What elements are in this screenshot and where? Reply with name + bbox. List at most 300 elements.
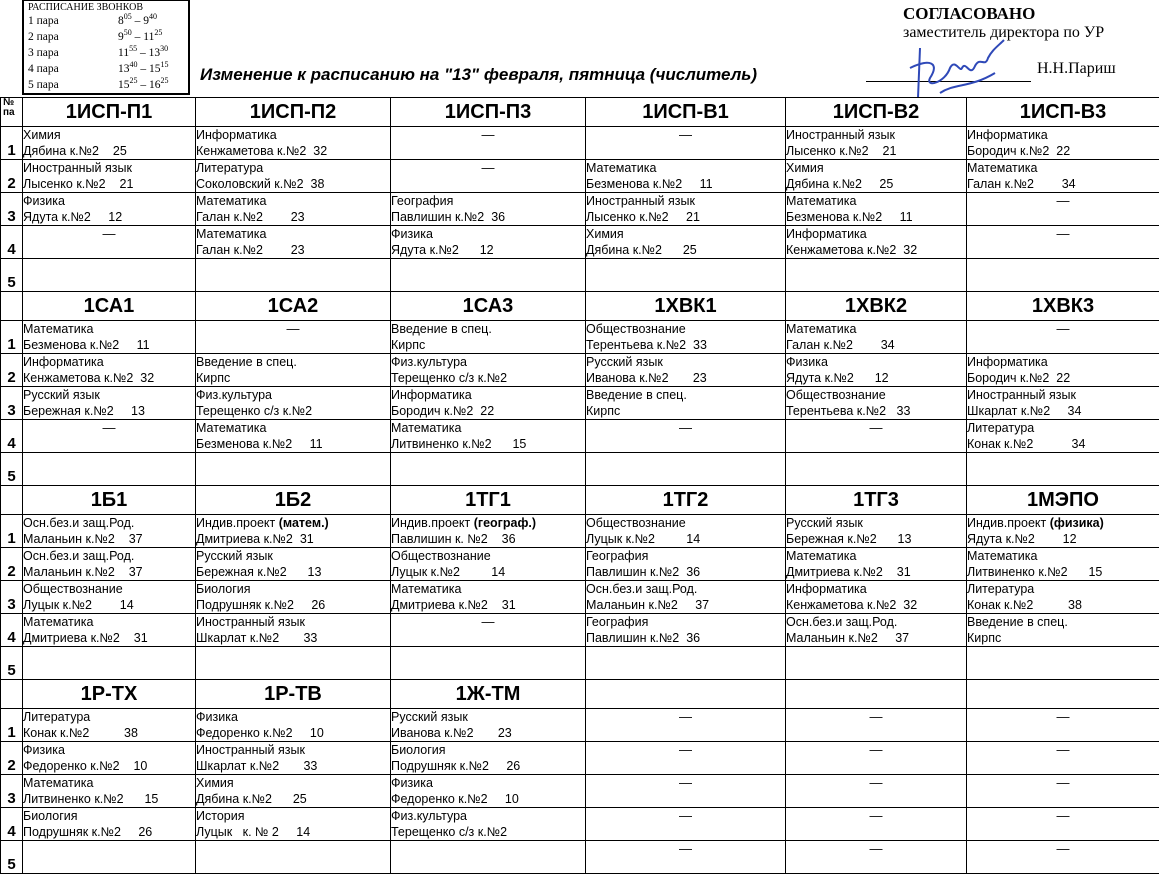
teacher-room: Подрушняк к.№2 26 [23,825,153,839]
subject-text: Обществознание [23,582,123,596]
subject-qualifier: (матем.) [278,516,329,530]
teacher-room: Маланьин к.№2 37 [586,598,710,612]
period-number: 1 [1,127,23,160]
subject [786,387,966,403]
subject [196,354,390,370]
bell-minutes: 25 [154,28,163,38]
bell-row [28,13,188,29]
lesson-cell [196,193,391,226]
teacher-room: Терещенко с/з к.№2 [196,404,313,418]
period-number: 3 [1,581,23,614]
teacher-room: Иванова к.№2 23 [586,371,707,385]
empty-cell [967,647,1159,680]
lesson-cell [23,614,196,647]
subject-text: Химия [586,227,624,241]
group-name [586,680,786,709]
subject-text: География [586,549,649,563]
group-name [786,680,967,709]
period-number: 5 [1,259,23,292]
lesson-cell [786,387,967,420]
lesson-cell [391,420,586,453]
group-name: 1МЭПО [967,486,1159,515]
subject-text: Физ.культура [391,809,467,823]
subject [967,614,1159,630]
subject-qualifier: (физика) [1049,516,1104,530]
lesson-cell [23,321,196,354]
lesson-cell [586,160,786,193]
subject-text: Иностранный язык [196,615,305,629]
subject [786,515,966,531]
subject-text: Осн.без.и защ.Род. [23,549,135,563]
lesson-cell [23,160,196,193]
lesson-cell [196,742,391,775]
period-number: 2 [1,548,23,581]
lesson-cell [391,387,586,420]
bell-minutes: 40 [149,12,157,22]
lesson-cell [23,515,196,548]
subject-text: Введение в спец. [967,615,1068,629]
lesson-row [1,709,1159,742]
group-name [967,680,1159,709]
subject-text: Информатика [967,355,1048,369]
teacher-room: Ядута к.№2 12 [23,210,123,224]
lesson-cell [391,548,586,581]
teacher-room: Подрушняк к.№2 26 [391,759,521,773]
subject-text: Физика [391,227,433,241]
subject-text: Русский язык [196,549,273,563]
no-lesson-dash: — [967,775,1159,808]
teacher-room: Галан к.№2 34 [786,338,895,352]
lesson-cell [786,127,967,160]
subject-text: Осн.без.и защ.Род. [786,615,898,629]
no-lesson-dash: — [586,709,786,742]
teacher-room: Бородич к.№2 22 [967,371,1071,385]
subject-text: Литература [196,161,264,175]
subject [967,160,1159,176]
bell-hour: 11 [143,31,155,43]
lesson-row [1,548,1159,581]
lesson-cell [786,321,967,354]
subject [967,581,1159,597]
teacher-room: Кирпс [586,404,621,418]
subject-text: Математика [23,776,94,790]
subject-text: Математика [196,421,267,435]
subject [23,614,195,630]
teacher-room: Луцык к. № 2 14 [196,825,311,839]
subject-text: Информатика [786,582,867,596]
lesson-cell [786,581,967,614]
teacher-room: Кенжаметова к.№2 32 [196,144,328,158]
subject-text: Математика [196,227,267,241]
no-lesson-dash: — [586,841,786,874]
empty-cell [967,259,1159,292]
group-header-row [1,486,1159,515]
subject-text: Обществознание [586,322,686,336]
empty-cell [196,841,391,874]
no-lesson-dash: — [786,742,967,775]
lesson-cell [23,387,196,420]
subject [196,614,390,630]
teacher-room: Соколовский к.№2 38 [196,177,325,191]
teacher-room: Терещенко с/з к.№2 [391,825,508,839]
no-lesson-dash: — [196,321,391,354]
lesson-cell [586,548,786,581]
subject [391,808,585,824]
subject-text: Русский язык [786,516,863,530]
subject [391,193,585,209]
teacher-room: Безменова к.№2 11 [786,210,913,224]
subject [23,354,195,370]
lesson-row [1,420,1159,453]
subject [391,226,585,242]
subject [23,808,195,824]
group-name: 1ИСП-П2 [196,98,391,127]
subject-text: Биология [23,809,78,823]
subject [586,515,785,531]
subject [391,709,585,725]
subject [23,775,195,791]
group-header-row [1,292,1159,321]
no-lesson-dash: — [967,709,1159,742]
lesson-row [1,775,1159,808]
period-number: 5 [1,841,23,874]
teacher-room: Галан к.№2 34 [967,177,1076,191]
subject-text: Химия [196,776,234,790]
subject [23,193,195,209]
subject-text: География [391,194,454,208]
subject [196,193,390,209]
empty-cell [786,453,967,486]
bell-row [28,45,188,61]
period-number: 5 [1,453,23,486]
lesson-cell [196,548,391,581]
bell-period-label: 2 пара [28,31,59,43]
bell-minutes: 15 [160,60,169,70]
lesson-cell [586,614,786,647]
lesson-cell [196,387,391,420]
empty-cell [196,259,391,292]
subject-text: Информатика [786,227,867,241]
lesson-cell [391,742,586,775]
teacher-room: Маланьин к.№2 37 [23,565,143,579]
teacher-room: Кенжаметова к.№2 32 [786,243,918,257]
lesson-row [1,808,1159,841]
no-lesson-dash: — [786,841,967,874]
teacher-room: Бородич к.№2 22 [967,144,1071,158]
period-number: 2 [1,354,23,387]
bell-minutes: 05 [123,12,132,22]
subject-text: Иностранный язык [967,388,1076,402]
subject-text: Информатика [967,128,1048,142]
lesson-row [1,226,1159,259]
subject [586,354,785,370]
subject-text: Осн.без.и защ.Род. [23,516,135,530]
group-name: 1Р-ТХ [23,680,196,709]
teacher-room: Безменова к.№2 11 [23,338,150,352]
teacher-room: Шкарлат к.№2 33 [196,631,318,645]
lesson-cell [391,515,586,548]
lesson-cell [967,614,1159,647]
empty-cell [967,453,1159,486]
subject [196,387,390,403]
subject [196,742,390,758]
group-name: 1ТГ2 [586,486,786,515]
empty-cell [391,647,586,680]
group-name: 1ИСП-П1 [23,98,196,127]
subject-text: Информатика [196,128,277,142]
subject [196,160,390,176]
teacher-room: Дябина к.№2 25 [196,792,307,806]
subject [196,775,390,791]
subject-text: География [586,615,649,629]
teacher-room: Дмитриева к.№2 31 [391,598,516,612]
group-name: 1ХВК1 [586,292,786,321]
teacher-room: Луцык к.№2 14 [391,565,506,579]
subject [391,515,585,531]
period-number-spacer [1,680,23,709]
subject-text: Индив.проект [967,516,1050,530]
subject-text: Математика [967,549,1038,563]
teacher-room: Федоренко к.№2 10 [196,726,324,740]
no-lesson-dash: — [586,420,786,453]
empty-cell [23,647,196,680]
no-lesson-dash: — [391,160,586,193]
subject [23,581,195,597]
subject [786,581,966,597]
period-number: 1 [1,709,23,742]
group-name: 1ИСП-В1 [586,98,786,127]
teacher-room: Луцык к.№2 14 [586,532,701,546]
subject-text: Информатика [23,355,104,369]
bell-period-label: 4 пара [28,63,59,75]
subject [586,581,785,597]
lesson-row [1,193,1159,226]
subject [586,193,785,209]
subject-text: Математика [23,615,94,629]
subject [23,515,195,531]
subject [967,354,1159,370]
bell-hour: 8 [118,15,124,27]
teacher-room: Ядута к.№2 12 [786,371,889,385]
bell-time: $15^{25} - 16^{25}$ [118,76,169,91]
lesson-cell [391,709,586,742]
subject-text: Физ.культура [196,388,272,402]
period-number-spacer [1,486,23,515]
teacher-room: Бережная к.№2 13 [786,532,912,546]
subject [967,515,1159,531]
subject-text: Математика [967,161,1038,175]
lesson-cell [196,354,391,387]
subject [196,808,390,824]
teacher-room: Дябина к.№2 25 [23,144,127,158]
bell-period-label: 1 пара [28,15,59,27]
teacher-room: Маланьин к.№2 37 [786,631,910,645]
approval-position: заместитель директора по УР [903,24,1105,41]
lesson-row [1,581,1159,614]
schedule-table [0,97,1159,874]
group-name: 1Б2 [196,486,391,515]
subject-text: Физика [786,355,828,369]
subject [967,420,1159,436]
period-number: 3 [1,775,23,808]
lesson-cell [196,420,391,453]
group-name: 1ИСП-В3 [967,98,1159,127]
teacher-room: Конак к.№2 38 [23,726,138,740]
subject [786,548,966,564]
empty-cell [23,259,196,292]
subject-text: Физика [196,710,238,724]
teacher-room: Лысенко к.№2 21 [786,144,897,158]
subject-text: Иностранный язык [586,194,695,208]
bell-schedule [22,0,190,95]
group-name: 1Р-ТВ [196,680,391,709]
lesson-cell [23,193,196,226]
lesson-cell [23,127,196,160]
lesson-cell [967,420,1159,453]
bell-hour: 15 [118,79,130,91]
lesson-row [1,387,1159,420]
page-title: Изменение к расписанию на "13" февраля, пятница (числитель) [200,65,758,84]
lesson-cell [967,548,1159,581]
lesson-cell [196,775,391,808]
period-number: 4 [1,226,23,259]
subject-text: Физика [391,776,433,790]
subject [23,387,195,403]
teacher-room: Павлишин к. №2 36 [391,532,516,546]
lesson-cell [196,581,391,614]
approval-heading: СОГЛАСОВАНО [903,4,1036,23]
bell-minutes: 55 [129,44,138,54]
subject-text: Осн.без.и защ.Род. [586,582,698,596]
lesson-cell [586,354,786,387]
subject [23,127,195,143]
lesson-cell [23,709,196,742]
group-name: 1ХВК2 [786,292,967,321]
group-name: 1ХВК3 [967,292,1159,321]
group-name: 1Ж-ТМ [391,680,586,709]
teacher-room: Дмитриева к.№2 31 [196,532,314,546]
bell-hour: 15 [149,63,161,75]
no-lesson-dash: — [586,742,786,775]
lesson-cell [586,581,786,614]
subject [391,742,585,758]
subject [786,321,966,337]
subject-text: Биология [196,582,251,596]
subject [786,226,966,242]
teacher-room: Кенжаметова к.№2 32 [23,371,155,385]
period-number-spacer [1,292,23,321]
subject [196,548,390,564]
group-header-row [1,98,1159,127]
bell-minutes: 40 [129,60,138,70]
teacher-room: Безменова к.№2 11 [586,177,713,191]
approval-name: Н.Н.Париш [1037,60,1116,77]
subject-text: Иностранный язык [23,161,132,175]
lesson-cell [967,354,1159,387]
lesson-cell [786,614,967,647]
lesson-cell [786,160,967,193]
teacher-room: Иванова к.№2 23 [391,726,512,740]
bell-hour: 9 [118,31,124,43]
lesson-cell [23,548,196,581]
subject-text: Обществознание [786,388,886,402]
empty-cell [391,259,586,292]
period-number: 1 [1,321,23,354]
subject-text: Математика [196,194,267,208]
subject [23,548,195,564]
no-lesson-dash: — [391,614,586,647]
empty-cell [586,453,786,486]
subject-text: Литература [967,582,1035,596]
teacher-room: Дмитриева к.№2 31 [786,565,911,579]
group-name: 1ИСП-В2 [786,98,967,127]
period-number: 2 [1,742,23,775]
teacher-room: Конак к.№2 38 [967,598,1082,612]
lesson-cell [196,709,391,742]
teacher-room: Бережная к.№2 13 [23,404,145,418]
subject [786,127,966,143]
bell-hour: 9 [143,15,149,27]
empty-cell [196,647,391,680]
subject-text: Иностранный язык [196,743,305,757]
teacher-room: Маланьин к.№2 37 [23,532,143,546]
teacher-room: Конак к.№2 34 [967,437,1086,451]
bell-time: $9^{50} - 11^{25}$ [118,28,163,43]
subject [196,709,390,725]
bell-hour: 11 [118,47,130,59]
teacher-room: Литвиненко к.№2 15 [391,437,527,451]
lesson-cell [967,387,1159,420]
lesson-cell [967,160,1159,193]
bell-schedule-title: РАСПИСАНИЕ ЗВОНКОВ [28,2,143,13]
subject-text: Физика [23,194,65,208]
subject [586,387,785,403]
subject [196,127,390,143]
lesson-cell [586,515,786,548]
bell-hour: 16 [149,79,161,91]
period-number: 4 [1,808,23,841]
period-number: 3 [1,387,23,420]
lesson-cell [196,515,391,548]
no-lesson-dash: — [786,420,967,453]
subject [196,226,390,242]
subject-text: Химия [23,128,61,142]
lesson-row [1,127,1159,160]
no-lesson-dash: — [586,808,786,841]
subject-text: Литература [23,710,91,724]
subject [786,160,966,176]
lesson-cell [967,581,1159,614]
subject-text: Русский язык [586,355,663,369]
teacher-room: Бережная к.№2 13 [196,565,322,579]
subject [967,127,1159,143]
lesson-row [1,354,1159,387]
subject-text: Обществознание [586,516,686,530]
no-lesson-dash: — [786,808,967,841]
bell-time: $11^{55} - 13^{30}$ [118,44,169,59]
teacher-room: Кирпс [196,371,231,385]
lesson-cell [586,387,786,420]
lesson-cell [786,193,967,226]
subject [391,321,585,337]
teacher-room: Луцык к.№2 14 [23,598,134,612]
no-lesson-dash: — [586,775,786,808]
bell-minutes: 30 [160,44,169,54]
subject [786,193,966,209]
no-lesson-dash: — [23,226,196,259]
no-lesson-dash: — [586,127,786,160]
lesson-cell [196,160,391,193]
